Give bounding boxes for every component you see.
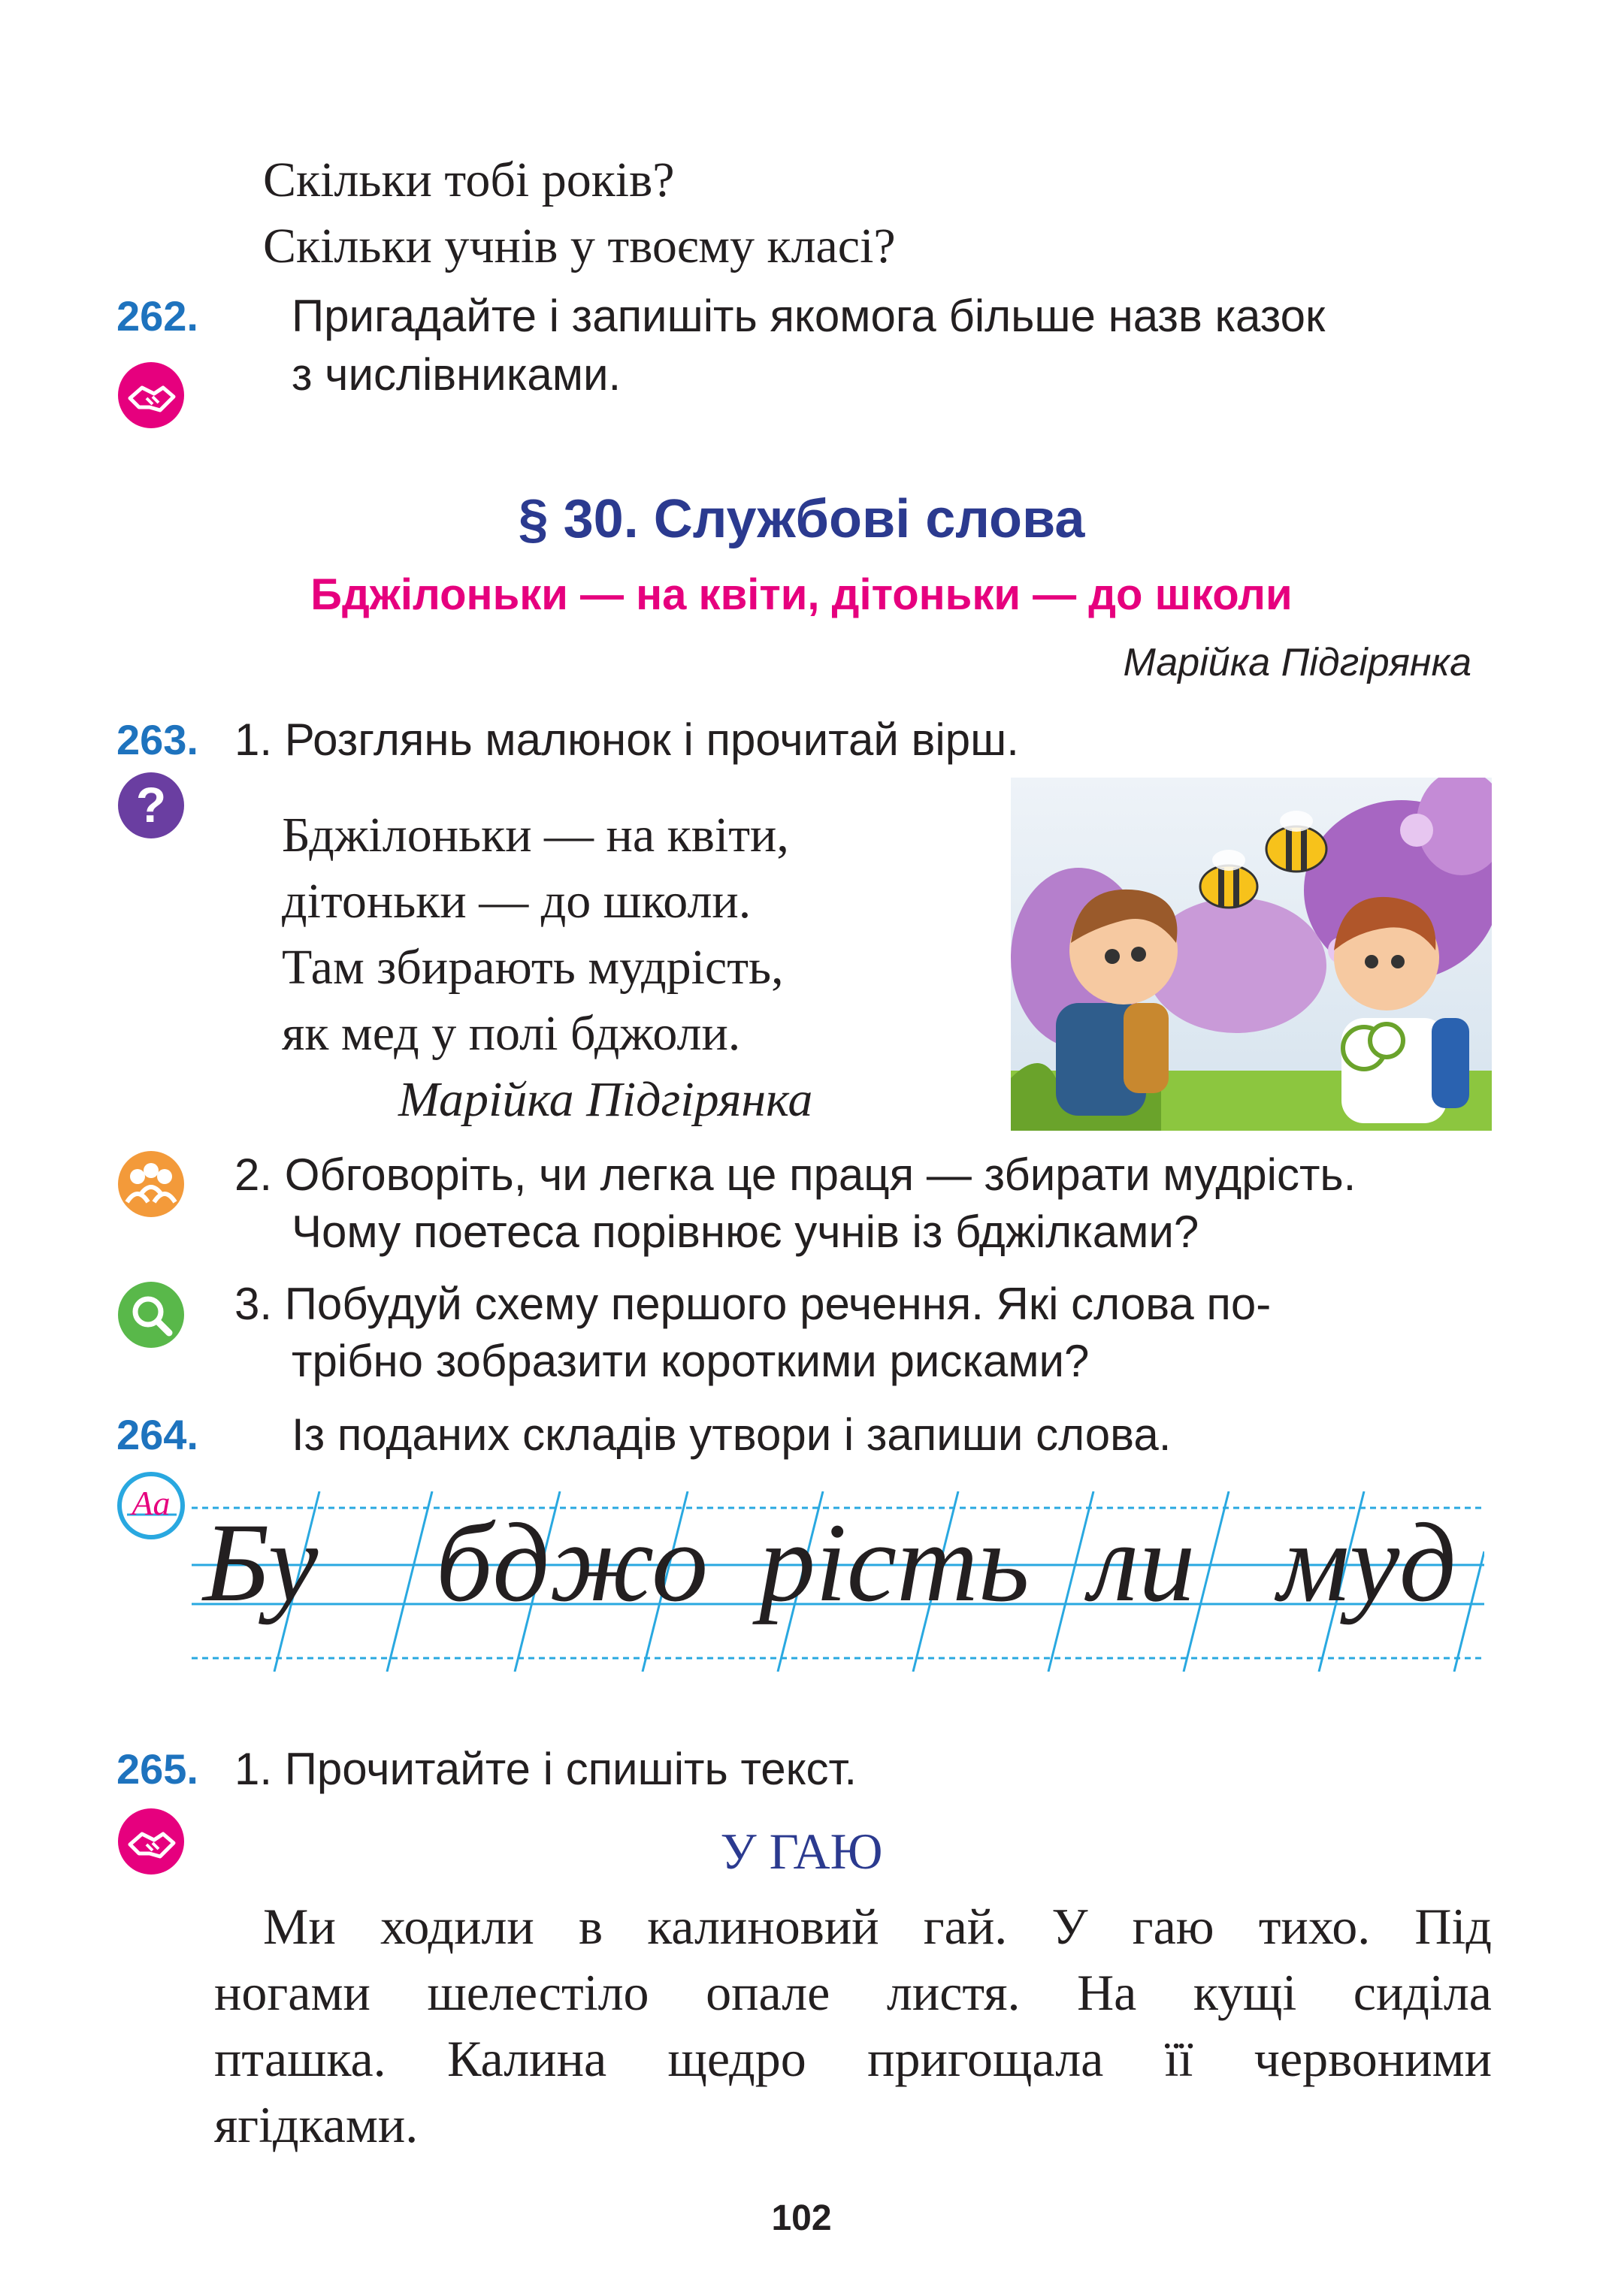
section-title: § 30. Службові слова: [518, 489, 1085, 549]
task-262-line-2: з числівниками.: [292, 349, 622, 400]
question-line-2: Скільки учнів у твоєму класі?: [263, 219, 896, 273]
task-number-263: 263.: [116, 716, 198, 763]
text-body-line-4: ягідками.: [214, 2096, 419, 2153]
task-264-text: Із поданих складів утвори і запиши слова.: [292, 1409, 1172, 1460]
svg-text:?: ?: [135, 777, 167, 832]
task-number-262: 262.: [116, 292, 198, 340]
poem-line-2: дітоньки — до школи.: [282, 874, 752, 929]
task-263-part2-line-1: 2. Обговоріть, чи легка це праця — збирати мудрість.: [234, 1150, 1357, 1200]
syllable-ly: ли: [1090, 1500, 1196, 1625]
poem-line-4: як мед у полі бджоли.: [282, 1006, 741, 1061]
syllable-bdzho: бджо: [436, 1500, 709, 1625]
task-263-part2-line-2: Чому поетеса порівнює учнів із бджілками?: [292, 1207, 1199, 1257]
section-subtitle: Бджілоньки — на квіти, дітоньки — до школи: [310, 570, 1293, 619]
text-body-line-3: пташка. Калина щедро пригощала її червоними: [214, 2030, 1492, 2087]
children-and-bees-illustration: [1011, 778, 1492, 1131]
poem-author: Марійка Підгірянка: [398, 1072, 813, 1127]
text-body-line-2: ногами шелестіло опале листя. На кущі сиділа: [214, 1964, 1492, 2021]
question-icon: [116, 771, 186, 840]
syllable-bu: Бу: [203, 1500, 319, 1625]
text-body-line-1: Ми ходили в калиновий гай. У гаю тихо. Під: [263, 1898, 1492, 1955]
task-263-part3-line-2: трібно зобразити короткими рисками?: [292, 1336, 1090, 1386]
task-number-264: 264.: [116, 1411, 198, 1458]
poem-line-1: Бджілоньки — на квіти,: [282, 808, 789, 863]
task-265-text: 1. Прочитайте і спишіть текст.: [234, 1744, 857, 1794]
epigraph-author: Марійка Підгірянка: [1123, 641, 1471, 684]
syllable-mud: муд: [1278, 1500, 1456, 1625]
magnifier-icon: [116, 1280, 186, 1349]
poem-line-3: Там збирають мудрість,: [282, 940, 784, 995]
text-title: У ГАЮ: [720, 1823, 883, 1880]
task-263-part3-line-1: 3. Побудуй схему першого речення. Які слова по-: [234, 1279, 1272, 1329]
text-body: [214, 1893, 1492, 2158]
handwriting-icon: [116, 1471, 186, 1540]
svg-text:Aa: Aa: [132, 1484, 171, 1522]
group-discussion-icon: [116, 1150, 186, 1219]
question-line-1: Скільки тобі років?: [263, 153, 675, 207]
handshake-icon: [116, 361, 186, 430]
page-number: 102: [771, 2198, 832, 2238]
task-number-265: 265.: [116, 1745, 198, 1793]
task-263-part1: 1. Розглянь малюнок і прочитай вірш.: [234, 714, 1019, 765]
task-262-line-1: Пригадайте і запишіть якомога більше назв казок: [292, 291, 1326, 341]
syllable-rist: рість: [759, 1500, 1030, 1625]
